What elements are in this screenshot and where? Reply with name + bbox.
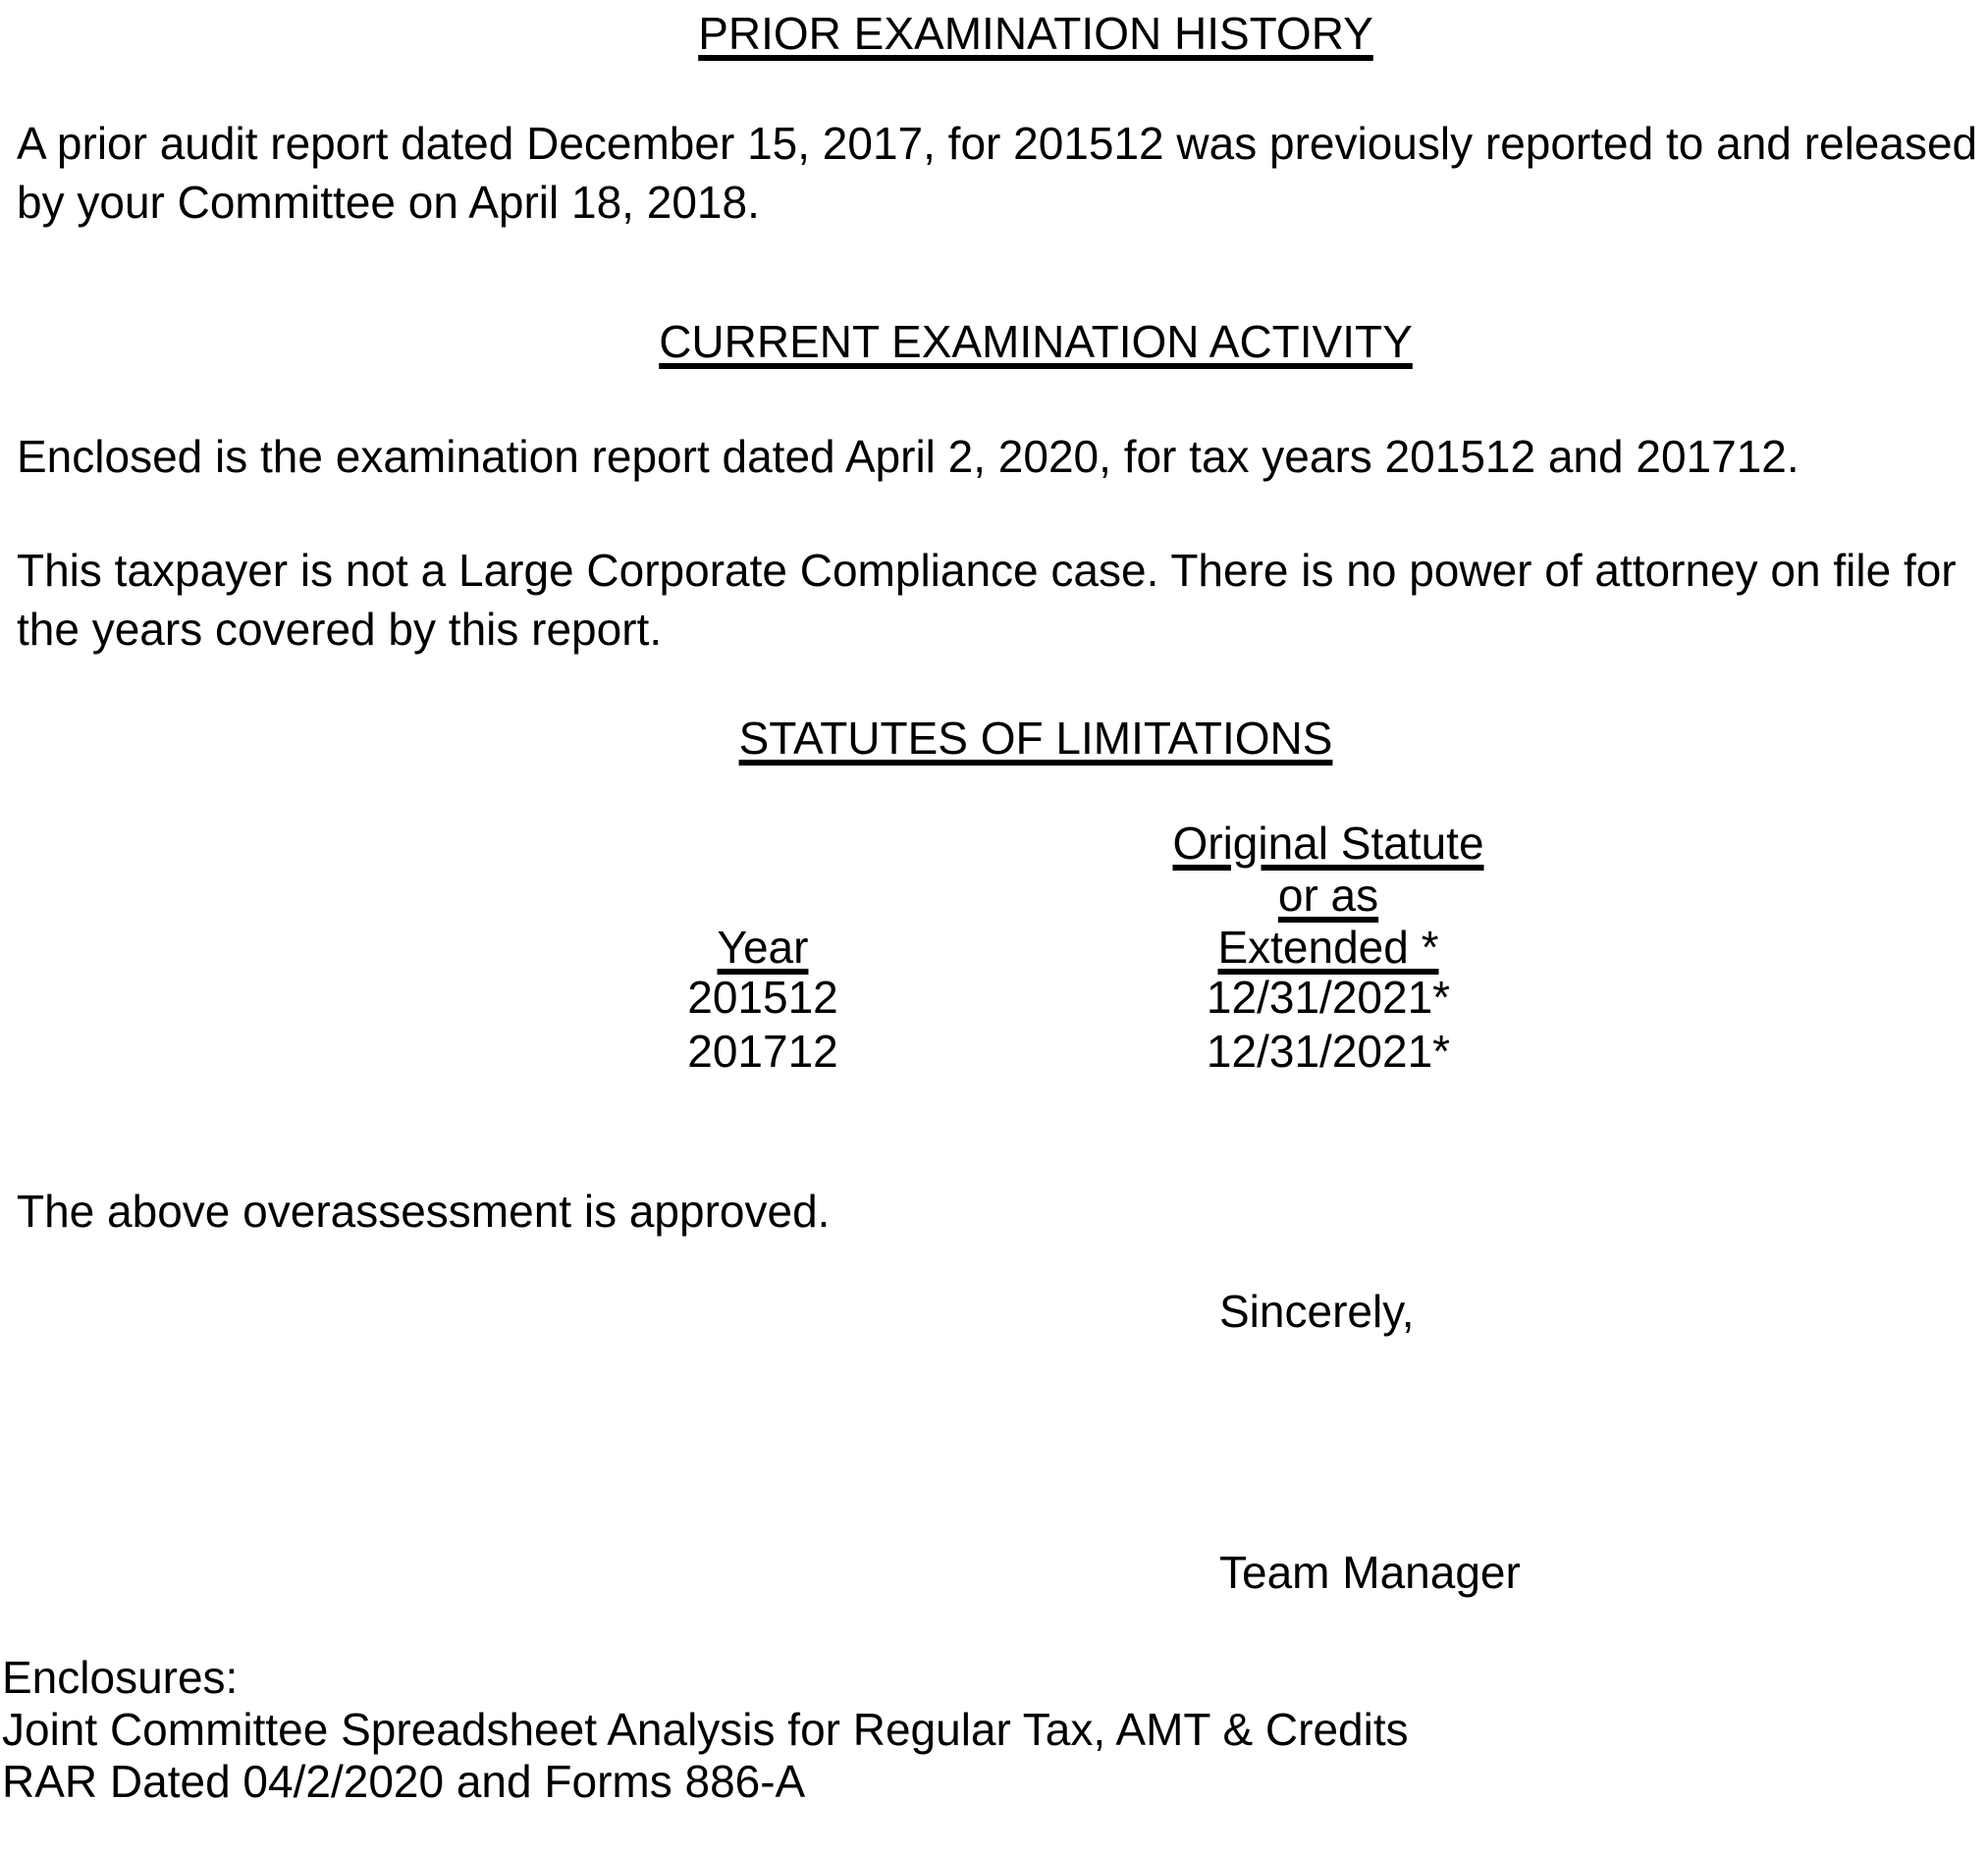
enclosure-item-2: RAR Dated 04/2/2020 and Forms 886-A xyxy=(2,1756,806,1807)
table-row-1-year: 201512 xyxy=(687,972,838,1023)
statute-column-header-line-2-text: or as xyxy=(1277,870,1379,921)
signature-closing: Sincerely, xyxy=(1219,1286,1415,1337)
section-heading-current-examination-activity-text: CURRENT EXAMINATION ACTIVITY xyxy=(659,316,1413,367)
section-heading-prior-examination-history-text: PRIOR EXAMINATION HISTORY xyxy=(698,8,1373,59)
paragraph-approval: The above overassessment is approved. xyxy=(17,1186,831,1237)
section-heading-statutes-of-limitations xyxy=(83,709,1988,768)
statute-column-header-line-2 xyxy=(1132,866,1525,925)
table-row-1-statute-date: 12/31/2021* xyxy=(1206,972,1451,1023)
signature-signer-title: Team Manager xyxy=(1219,1547,1521,1598)
paragraph-current-activity: Enclosed is the examination report dated April 2, 2020, for tax years 201512 and 201712. xyxy=(17,431,1800,482)
paragraph-taxpayer-status: This taxpayer is not a Large Corporate Compliance case. There is no power of attorney on file for the years covered by this report. xyxy=(17,545,1957,655)
statute-column-header-line-3-text: Extended * xyxy=(1217,922,1439,973)
statute-column-header-line-1-text: Original Statute xyxy=(1172,818,1484,869)
table-row-2-year: 201712 xyxy=(687,1026,838,1077)
table-row-2-statute-date: 12/31/2021* xyxy=(1206,1026,1451,1077)
year-column-header-text: Year xyxy=(717,922,809,973)
paragraph-prior-audit: A prior audit report dated December 15, 2017, for 201512 was previously reported to and released by your Committee on April 18, 2018. xyxy=(17,118,1978,228)
enclosures-block xyxy=(2,1652,1965,1808)
section-heading-statutes-of-limitations-text: STATUTES OF LIMITATIONS xyxy=(738,713,1333,764)
enclosures-label: Enclosures: xyxy=(2,1652,239,1703)
section-heading-prior-examination-history xyxy=(83,4,1988,63)
statute-column-header-line-1 xyxy=(1132,814,1525,873)
section-heading-current-examination-activity xyxy=(83,312,1988,371)
enclosure-item-1: Joint Committee Spreadsheet Analysis for Regular Tax, AMT & Credits xyxy=(2,1704,1409,1755)
